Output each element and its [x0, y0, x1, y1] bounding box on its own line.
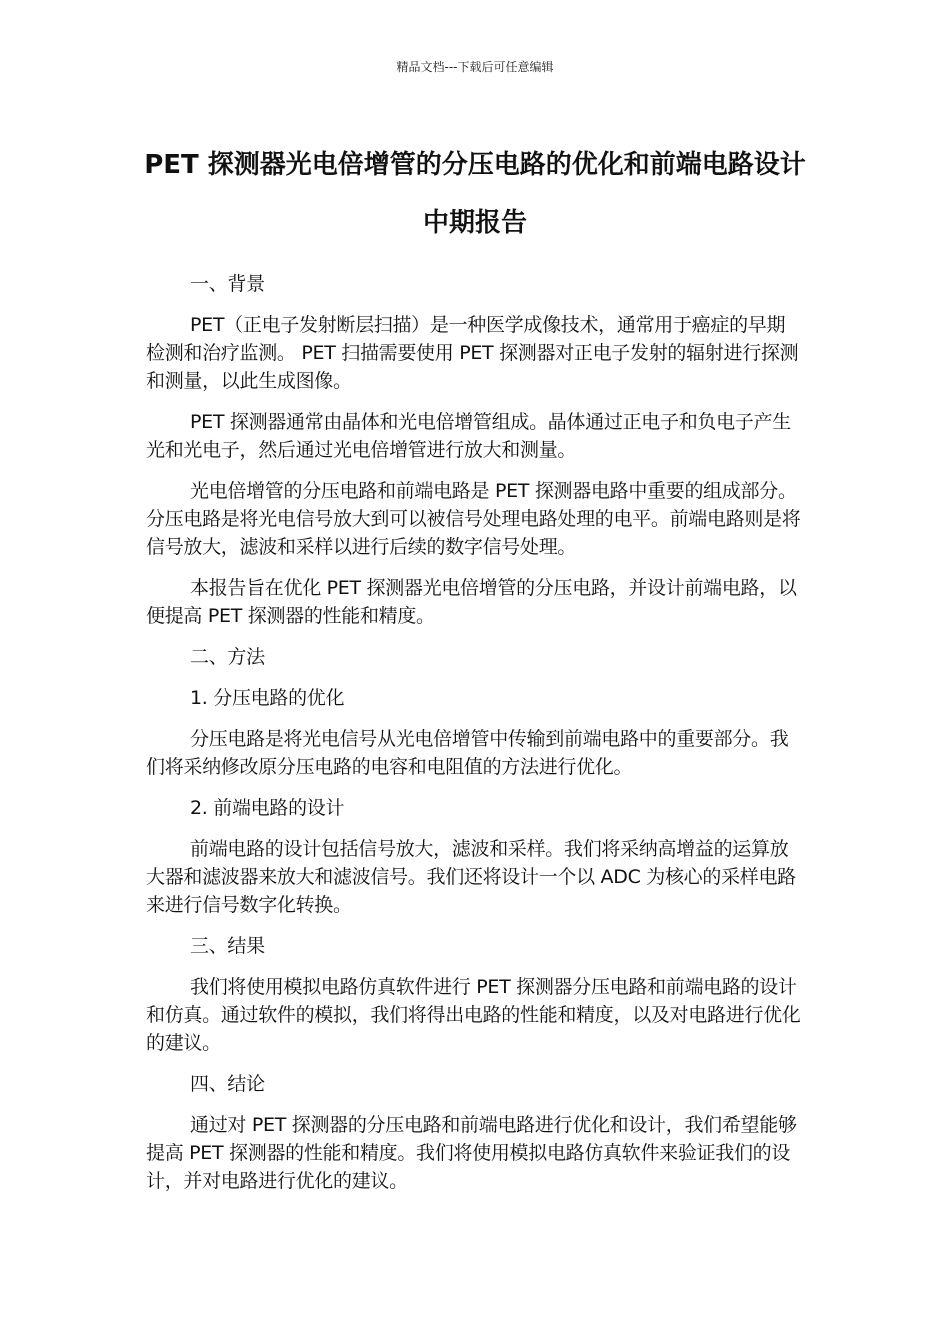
document-title: PET 探测器光电倍增管的分压电路的优化和前端电路设计中期报告: [144, 150, 806, 238]
paragraph: PET（正电子发射断层扫描）是一种医学成像技术，通常用于癌症的早期检测和治疗监测。 PET 扫描需要使用 PET 探测器对正电子发射的辐射进行探测和测量，以此生成图像。: [146, 314, 799, 392]
section-heading-conclusion: 四、结论: [190, 1073, 265, 1095]
paragraph: 本报告旨在优化 PET 探测器光电倍增管的分压电路，并设计前端电路，以便提高 PET 探测器的性能和精度。: [146, 577, 797, 627]
subsection-heading-frontend-circuit: 2. 前端电路的设计: [190, 797, 345, 819]
page-header-watermark: 精品文档---下载后可任意编辑: [396, 60, 554, 74]
document-body: [146, 270, 802, 1208]
paragraph: PET 探测器通常由晶体和光电倍增管组成。晶体通过正电子和负电子产生光和光电子，然后通过光电倍增管进行放大和测量。: [146, 411, 791, 461]
paragraph: 通过对 PET 探测器的分压电路和前端电路进行优化和设计，我们希望能够提高 PET 探测器的性能和精度。我们将使用模拟电路仿真软件来验证我们的设计，并对电路进行优化的建议。: [146, 1114, 797, 1192]
subsection-heading-divider-circuit: 1. 分压电路的优化: [190, 687, 345, 709]
paragraph: 光电倍增管的分压电路和前端电路是 PET 探测器电路中重要的组成部分。分压电路是将光电信号放大到可以被信号处理电路处理的电平。前端电路则是将信号放大，滤波和采样以进行后续的数字信号处理。: [146, 480, 801, 558]
paragraph: 我们将使用模拟电路仿真软件进行 PET 探测器分压电路和前端电路的设计和仿真。通过软件的模拟，我们将得出电路的性能和精度，以及对电路进行优化的建议。: [146, 976, 801, 1054]
section-heading-background: 一、背景: [190, 273, 265, 295]
paragraph: 分压电路是将光电信号从光电倍增管中传输到前端电路中的重要部分。我们将采纳修改原分压电路的电容和电阻值的方法进行优化。: [146, 728, 789, 778]
section-heading-result: 三、结果: [190, 935, 265, 957]
paragraph: 前端电路的设计包括信号放大，滤波和采样。我们将采纳高增益的运算放大器和滤波器来放大和滤波信号。我们还将设计一个以 ADC 为核心的采样电路来进行信号数字化转换。: [146, 838, 796, 916]
section-heading-method: 二、方法: [190, 646, 265, 668]
